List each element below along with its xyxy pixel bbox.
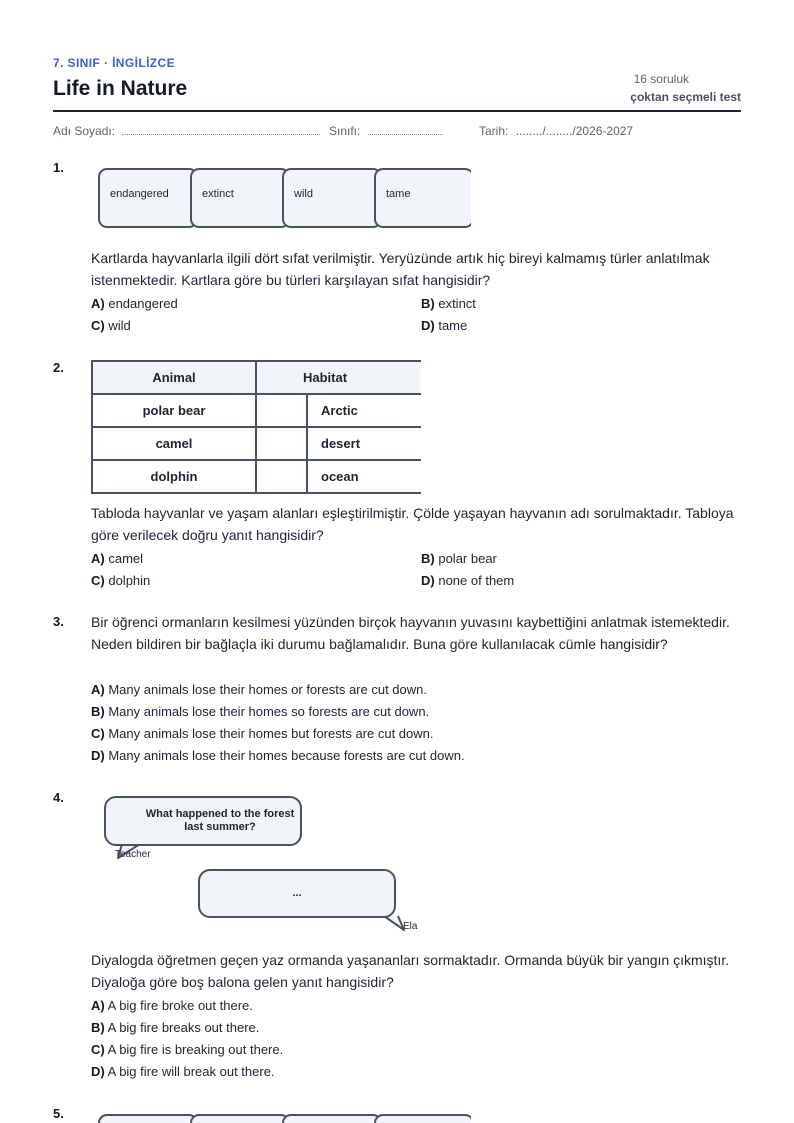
name-label: Adı Soyadı: <box>53 124 116 138</box>
speech-bubble-ela: ... <box>198 869 396 918</box>
card-3 <box>282 1114 382 1123</box>
question-1-option-a[interactable] <box>91 296 178 311</box>
question-3-option-b[interactable] <box>91 704 429 719</box>
card-4 <box>374 1114 471 1123</box>
question-1-option-c[interactable] <box>91 318 131 333</box>
page-header <box>53 54 741 112</box>
option-letter: C) <box>91 573 105 588</box>
table-cell-blank <box>255 393 308 428</box>
option-text: Many animals lose their homes but forests are cut down. <box>108 726 434 741</box>
table-cell-blank <box>255 459 308 494</box>
option-text: none of them <box>438 573 515 588</box>
speaker-teacher: Teacher <box>115 849 151 860</box>
date-field[interactable] <box>479 124 633 138</box>
option-letter: D) <box>421 318 435 333</box>
question-2-option-d[interactable] <box>421 573 514 588</box>
table-cell-habitat: Arctic <box>306 393 421 428</box>
date-value: ......../......../2026-2027 <box>515 124 634 138</box>
option-text: extinct <box>438 296 476 311</box>
table-cell-blank <box>255 426 308 461</box>
card-1 <box>98 1114 198 1123</box>
option-letter: A) <box>91 682 105 697</box>
card-1: endangered <box>98 168 198 228</box>
question-3-text: Bir öğrenci ormanların kesilmesi yüzünden birçok hayvanın yuvasını kaybettiğini anlatmak istemektedir. Neden bildiren bir bağlaçla iki durumu bağlamalıdır. Buna göre kullanılacak cümle hangisidir? <box>91 614 730 652</box>
option-text: polar bear <box>438 551 497 566</box>
question-1-number: 1. <box>53 160 64 175</box>
option-letter: B) <box>91 1020 105 1035</box>
option-letter: D) <box>421 573 435 588</box>
question-2-table <box>91 360 421 494</box>
option-letter: B) <box>91 704 105 719</box>
question-4-text: Diyalogda öğretmen geçen yaz ormanda yaşananları sormaktadır. Ormanda büyük bir yangın çıkmıştır. Diyaloğa göre boş balona gelen yanıt hangisidir? <box>91 952 730 990</box>
name-blank[interactable] <box>122 126 320 135</box>
option-text: A big fire broke out there. <box>107 998 253 1013</box>
question-4-number: 4. <box>53 790 64 805</box>
page-title: Life in Nature <box>53 77 188 100</box>
question-2-option-c[interactable] <box>91 573 150 588</box>
option-text: A big fire will break out there. <box>107 1064 275 1079</box>
option-text: Many animals lose their homes so forests are cut down. <box>108 704 430 719</box>
question-2-number: 2. <box>53 360 64 375</box>
table-cell-habitat: ocean <box>306 459 421 494</box>
option-letter: C) <box>91 726 105 741</box>
option-text: A big fire is breaking out there. <box>107 1042 284 1057</box>
question-2-text: Tabloda hayvanlar ve yaşam alanları eşleştirilmiştir. Çölde yaşayan hayvanın adı sorulmaktadır. Tabloya göre verilecek doğru yanıt hangisidir? <box>91 505 734 543</box>
question-1-text: Kartlarda hayvanlarla ilgili dört sıfat verilmiştir. Yeryüzünde artık hiç bireyi kalmamış türler anlatılmak istenmektedir. Kartlara göre bu türleri karşılayan sıfat hangisidir? <box>91 250 710 288</box>
option-letter: B) <box>421 551 435 566</box>
date-label: Tarih: <box>479 124 509 138</box>
option-text: wild <box>108 318 131 333</box>
table-cell-animal: dolphin <box>91 459 257 494</box>
option-letter: A) <box>91 551 105 566</box>
option-text: A big fire breaks out there. <box>107 1020 260 1035</box>
question-1-cards <box>98 168 471 228</box>
card-4: tame <box>374 168 471 228</box>
question-3-option-c[interactable] <box>91 726 434 741</box>
card-3: wild <box>282 168 382 228</box>
question-4-option-d[interactable] <box>91 1064 275 1079</box>
question-1-option-d[interactable] <box>421 318 467 333</box>
option-letter: D) <box>91 1064 105 1079</box>
question-3-number: 3. <box>53 614 64 629</box>
option-letter: A) <box>91 296 105 311</box>
question-1-option-b[interactable] <box>421 296 476 311</box>
speech-bubble-teacher: What happened to the forest last summer? <box>104 796 302 846</box>
table-cell-animal: polar bear <box>91 393 257 428</box>
speaker-ela: Ela <box>403 921 418 932</box>
question-2-option-b[interactable] <box>421 551 497 566</box>
subject-label: 7. SINIF · İNGİLİZCE <box>53 56 176 70</box>
option-letter: B) <box>421 296 435 311</box>
card-2 <box>190 1114 290 1123</box>
question-2-option-a[interactable] <box>91 551 143 566</box>
option-letter: C) <box>91 318 105 333</box>
table-cell-habitat: desert <box>306 426 421 461</box>
name-field[interactable] <box>53 124 320 138</box>
question-count: 16 soruluk <box>633 72 689 86</box>
question-3-option-a[interactable] <box>91 682 427 697</box>
option-letter: A) <box>91 998 105 1013</box>
table-header-animal: Animal <box>91 360 257 395</box>
option-letter: C) <box>91 1042 105 1057</box>
table-cell-animal: camel <box>91 426 257 461</box>
option-text: tame <box>438 318 468 333</box>
question-4-option-c[interactable] <box>91 1042 283 1057</box>
option-letter: D) <box>91 748 105 763</box>
option-text: Many animals lose their homes because forests are cut down. <box>108 748 465 763</box>
option-text: dolphin <box>108 573 151 588</box>
question-4-option-a[interactable] <box>91 998 253 1013</box>
test-type: çoktan seçmeli test <box>630 90 741 104</box>
option-text: Many animals lose their homes or forests are cut down. <box>108 682 427 697</box>
table-header-habitat: Habitat <box>255 360 421 395</box>
question-5-cards <box>98 1114 471 1123</box>
class-label: Sınıfı: <box>329 124 361 138</box>
option-text: camel <box>108 551 144 566</box>
question-3-option-d[interactable] <box>91 748 465 763</box>
card-2: extinct <box>190 168 290 228</box>
class-field[interactable] <box>329 124 443 138</box>
question-5-number: 5. <box>53 1106 64 1121</box>
option-text: endangered <box>108 296 178 311</box>
class-blank[interactable] <box>368 126 443 135</box>
question-4-option-b[interactable] <box>91 1020 259 1035</box>
